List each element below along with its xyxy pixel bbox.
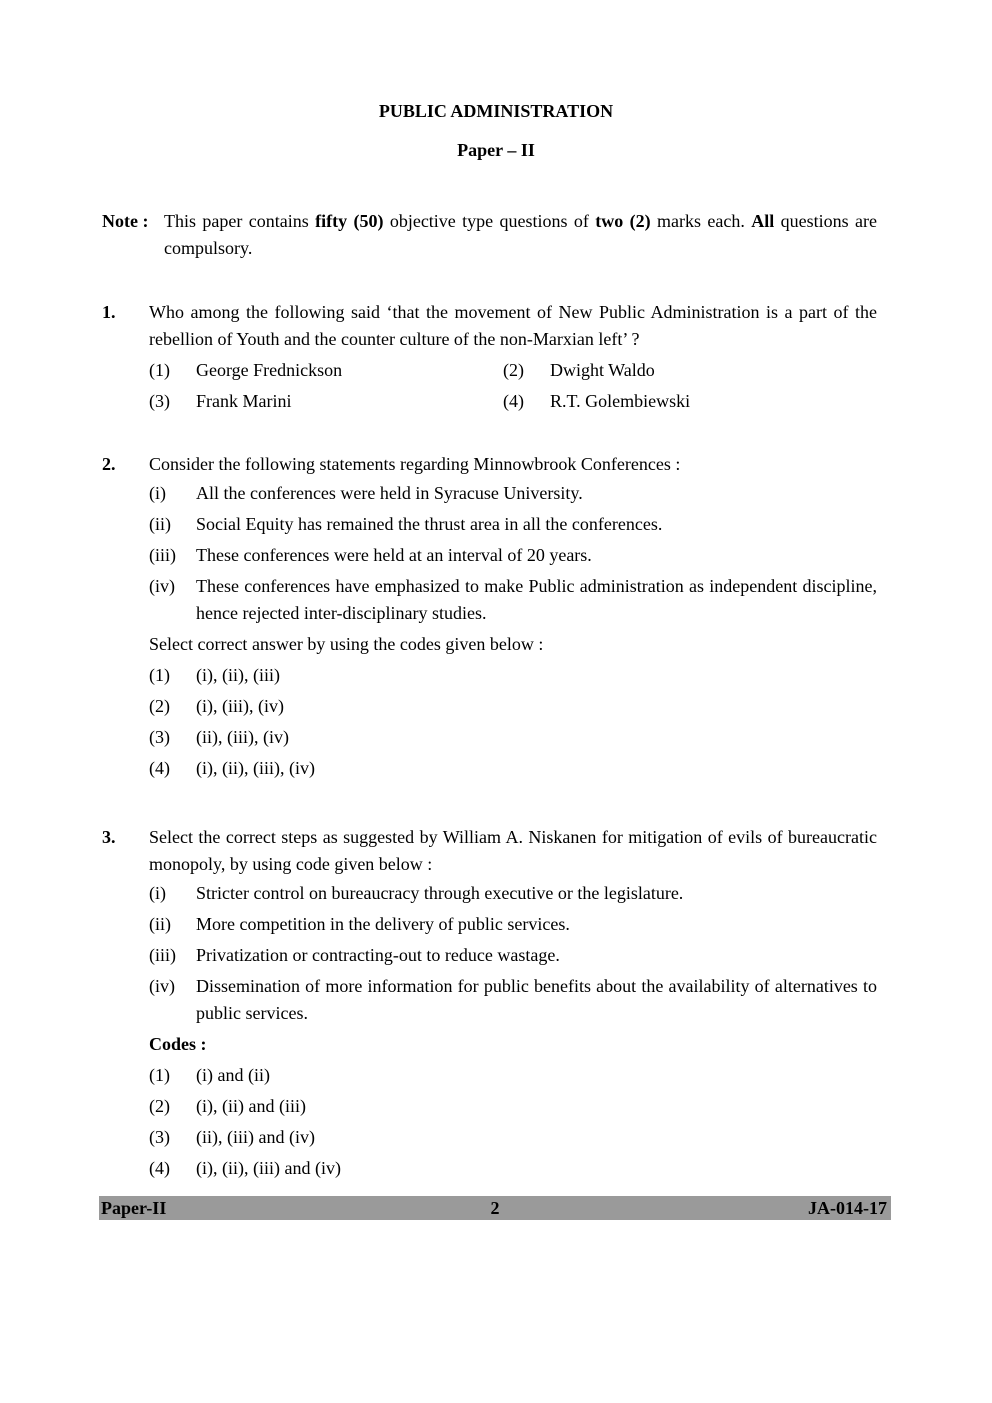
- question-stem: Select the correct steps as suggested by William A. Niskanen for mitigation of evils of bureaucratic monopoly, by using code given below :: [149, 827, 877, 874]
- note-text-part: objective type questions of: [383, 211, 596, 231]
- option-row: [149, 691, 877, 722]
- statement-text: These conferences were held at an interval of 20 years.: [196, 545, 592, 565]
- option-label: (3): [149, 727, 170, 747]
- note-text-part: marks each.: [650, 211, 752, 231]
- option-text: (i) and (ii): [196, 1065, 270, 1085]
- option-text: Dwight Waldo: [550, 360, 655, 380]
- option-row: [149, 1091, 877, 1122]
- option-label: (3): [149, 1127, 170, 1147]
- option-label: (2): [149, 696, 170, 716]
- option-text: (i), (ii), (iii) and (iv): [196, 1158, 341, 1178]
- option-label: (3): [149, 391, 170, 411]
- statement-text: Stricter control on bureaucracy through executive or the legislature.: [196, 883, 684, 903]
- statement-label: (i): [149, 883, 166, 903]
- subject-title: PUBLIC ADMINISTRATION: [378, 101, 614, 121]
- option-label: (2): [149, 1096, 170, 1116]
- option-text: R.T. Golembiewski: [550, 391, 691, 411]
- statement-label: (i): [149, 483, 166, 503]
- option-row: [149, 660, 877, 691]
- statement-label: (iv): [149, 576, 175, 596]
- statement-item: [149, 509, 877, 540]
- statement-text: These conferences have emphasized to make Public administration as independent discipline, hence rejected inter-disciplinary studies.: [196, 576, 877, 623]
- note-text: [164, 208, 877, 262]
- option-label: (1): [149, 1065, 170, 1085]
- note-block: [102, 208, 877, 262]
- question-number: 2.: [102, 454, 116, 474]
- footer-paper-code: JA-014-17: [808, 1198, 887, 1218]
- question-1: [102, 299, 877, 417]
- statement-item: [149, 571, 877, 629]
- option-row: [149, 355, 877, 386]
- option-label: (2): [503, 360, 524, 380]
- statement-text: More competition in the delivery of public services.: [196, 914, 570, 934]
- statement-text: Social Equity has remained the thrust area in all the conferences.: [196, 514, 663, 534]
- statement-text: Dissemination of more information for public benefits about the availability of alternatives to public services.: [196, 976, 877, 1023]
- option-text: (ii), (iii) and (iv): [196, 1127, 315, 1147]
- statement-text: All the conferences were held in Syracuse University.: [196, 483, 583, 503]
- option-row: [149, 722, 877, 753]
- option-row: [149, 386, 877, 417]
- statement-label: (ii): [149, 514, 171, 534]
- option-text: (i), (ii) and (iii): [196, 1096, 306, 1116]
- option-label: (1): [149, 665, 170, 685]
- question-stem: Consider the following statements regarding Minnowbrook Conferences :: [149, 454, 681, 474]
- option-label: (4): [149, 758, 170, 778]
- note-two: two (2): [595, 211, 651, 231]
- note-fifty: fifty (50): [315, 211, 384, 231]
- question-3: [102, 824, 877, 1184]
- option-row: [149, 753, 877, 784]
- question-2: [102, 451, 877, 784]
- statement-item: [149, 878, 877, 909]
- option-text: George Frednickson: [196, 360, 343, 380]
- statement-text: Privatization or contracting-out to reduce wastage.: [196, 945, 560, 965]
- note-text-part: questions are compulsory.: [164, 211, 877, 258]
- statement-item: [149, 940, 877, 971]
- option-text: Frank Marini: [196, 391, 292, 411]
- statement-item: [149, 971, 877, 1029]
- question-stem: Who among the following said ‘that the movement of New Public Administration is a part of the rebellion of Youth and the counter culture of the non-Marxian left’ ?: [149, 302, 877, 349]
- statement-item: [149, 478, 877, 509]
- statement-item: [149, 540, 877, 571]
- question-number: 3.: [102, 827, 116, 847]
- instruction-text: Select correct answer by using the codes given below :: [149, 634, 544, 654]
- statement-label: (iv): [149, 976, 175, 996]
- option-text: (ii), (iii), (iv): [196, 727, 289, 747]
- question-number: 1.: [102, 302, 116, 322]
- codes-label: Codes :: [149, 1034, 207, 1054]
- option-label: (4): [503, 391, 524, 411]
- note-label: Note :: [102, 211, 149, 231]
- option-label: (4): [149, 1158, 170, 1178]
- paper-title: Paper – II: [457, 140, 535, 160]
- footer-page-number: 2: [490, 1198, 500, 1218]
- option-text: (i), (ii), (iii): [196, 665, 280, 685]
- note-text-part: This paper contains: [164, 211, 316, 231]
- statement-label: (iii): [149, 945, 176, 965]
- option-text: (i), (ii), (iii), (iv): [196, 758, 315, 778]
- statement-label: (ii): [149, 914, 171, 934]
- statement-item: [149, 909, 877, 940]
- option-row: [149, 1153, 877, 1184]
- note-all: All: [751, 211, 775, 231]
- page-footer: [99, 1196, 891, 1220]
- statement-label: (iii): [149, 545, 176, 565]
- option-row: [149, 1060, 877, 1091]
- option-row: [149, 1122, 877, 1153]
- option-label: (1): [149, 360, 170, 380]
- option-text: (i), (iii), (iv): [196, 696, 284, 716]
- footer-paper-label: Paper-II: [101, 1198, 167, 1218]
